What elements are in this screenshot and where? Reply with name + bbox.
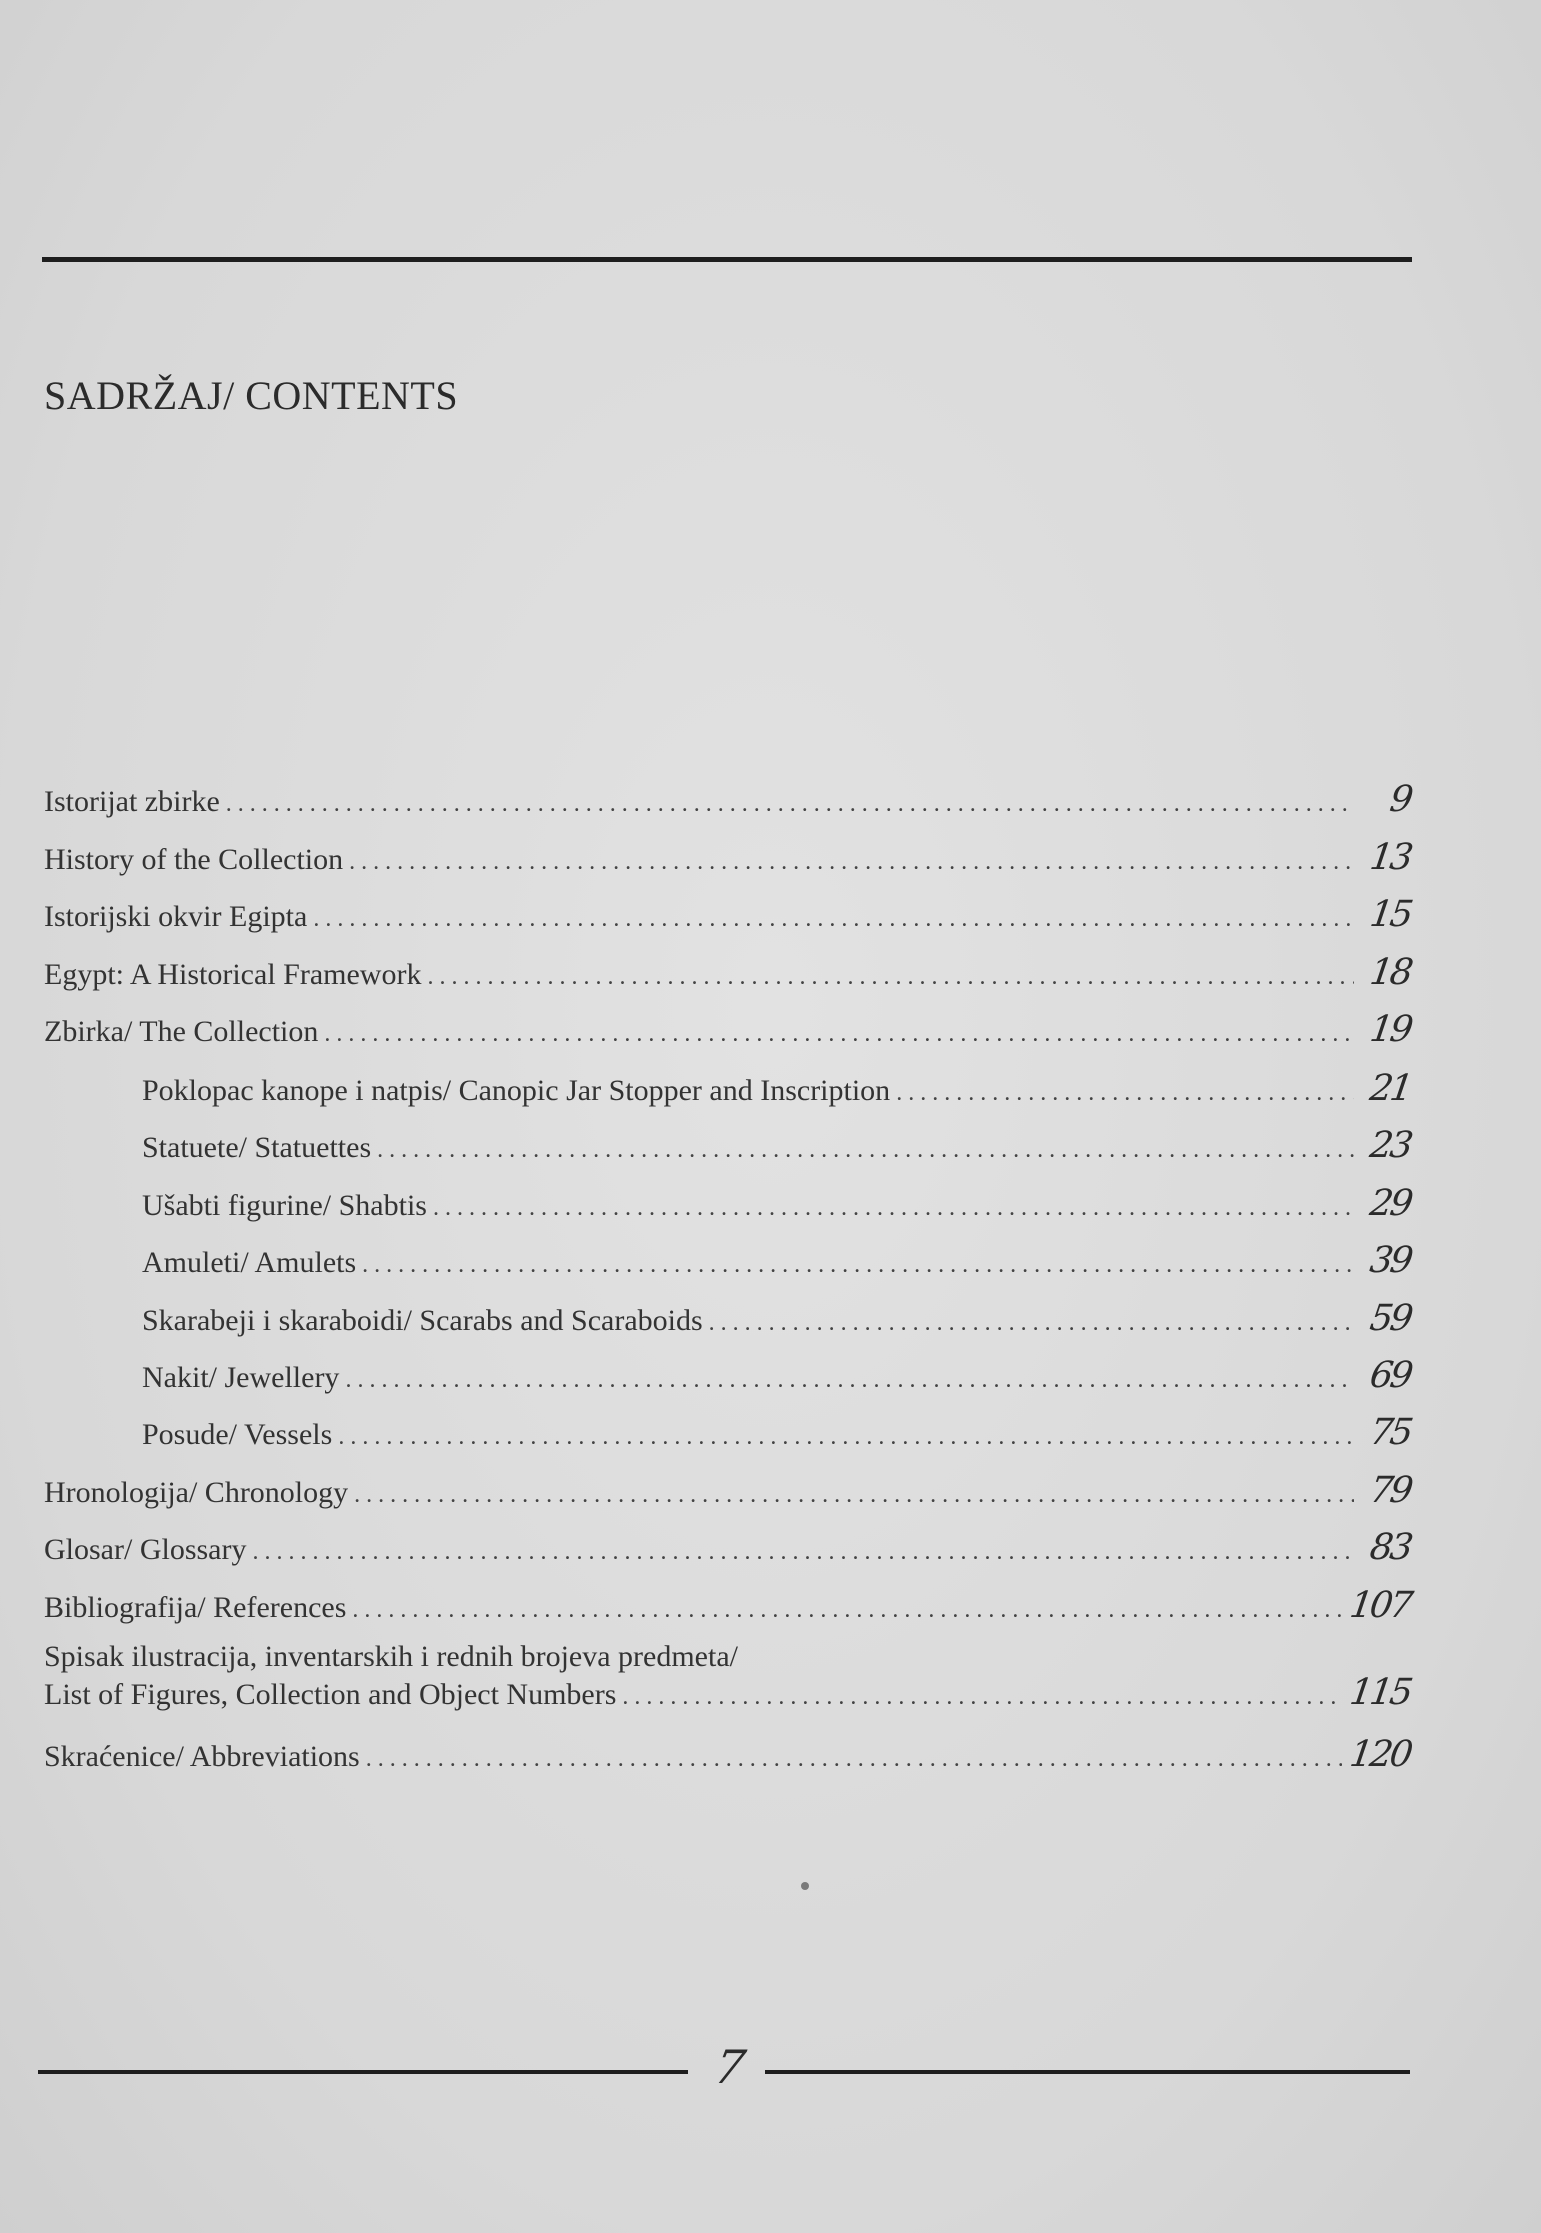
bottom-rule-left	[38, 2070, 688, 2074]
toc-entry-glossary[interactable]	[44, 1527, 1413, 1570]
toc-entry-title: Egypt: A Historical Framework	[44, 958, 422, 991]
dot-leader	[366, 1741, 1343, 1777]
page-title: SADRŽAJ/ CONTENTS	[44, 373, 459, 418]
toc-entry-historical-framework[interactable]	[44, 952, 1413, 995]
toc-entry-title: Skraćenice/ Abbreviations	[44, 1740, 360, 1773]
toc-page-number: 13	[1367, 837, 1413, 878]
toc-page-number: 29	[1367, 1183, 1413, 1224]
dot-leader	[252, 1534, 1354, 1570]
toc-entry-title: Skarabeji i skaraboidi/ Scarabs and Scaraboids	[142, 1304, 703, 1337]
toc-page-number: 9	[1387, 779, 1413, 820]
toc-page-number: 83	[1367, 1527, 1413, 1568]
toc-page-number: 79	[1367, 1470, 1413, 1511]
dot-leader	[345, 1362, 1354, 1398]
toc-entry-title: Statuete/ Statuettes	[142, 1131, 372, 1164]
toc-page-number: 21	[1367, 1068, 1413, 1109]
toc-entry-title: Poklopac kanope i natpis/ Canopic Jar Stopper and Inscription	[142, 1074, 891, 1107]
toc-entry-title: Istorijski okvir Egipta	[44, 900, 308, 933]
toc-entry-title: Bibliografija/ References	[44, 1591, 347, 1624]
dot-leader	[362, 1247, 1354, 1283]
dot-leader	[427, 959, 1354, 995]
bottom-rule-right	[765, 2070, 1410, 2074]
dot-leader	[324, 1016, 1354, 1052]
dot-leader	[338, 1419, 1354, 1455]
toc-page-number: 19	[1367, 1009, 1413, 1050]
dot-leader	[226, 786, 1354, 822]
toc-entry-scarabs[interactable]	[142, 1298, 1413, 1341]
toc-page-number: 15	[1367, 894, 1413, 935]
dot-leader	[709, 1305, 1354, 1341]
toc-page-number: 69	[1367, 1355, 1413, 1396]
toc-entry-title: Glosar/ Glossary	[44, 1533, 247, 1566]
toc-entry-title: Hronologija/ Chronology	[44, 1476, 349, 1509]
dot-leader	[354, 1477, 1354, 1513]
dot-leader	[622, 1679, 1342, 1715]
toc-entry-title-line1: Spisak ilustracija, inventarskih i rednih brojeva predmeta/	[44, 1640, 738, 1673]
page-folio-number: 7	[710, 2040, 750, 2094]
toc-entry-title: Ušabti figurine/ Shabtis	[142, 1189, 427, 1222]
toc-entry-chronology[interactable]	[44, 1470, 1413, 1513]
toc-entry-list-of-figures[interactable]	[44, 1639, 1413, 1715]
toc-entry-canopic-jar[interactable]	[142, 1068, 1413, 1111]
toc-entry-title: Amuleti/ Amulets	[142, 1246, 357, 1279]
toc-entry-title: History of the Collection	[44, 843, 344, 876]
toc-page-number: 115	[1347, 1672, 1413, 1713]
toc-entry-title: Posude/ Vessels	[142, 1418, 333, 1451]
toc-entry-history-of-collection[interactable]	[44, 837, 1413, 880]
toc-entry-title-line2: List of Figures, Collection and Object Numbers	[44, 1678, 617, 1711]
toc-entry-the-collection[interactable]	[44, 1009, 1413, 1052]
toc-entry-vessels[interactable]	[142, 1412, 1413, 1455]
toc-entry-abbreviations[interactable]	[44, 1734, 1413, 1777]
toc-entry-references[interactable]	[44, 1585, 1413, 1628]
dot-leader	[896, 1075, 1354, 1111]
dot-leader	[352, 1592, 1342, 1628]
dot-leader	[377, 1132, 1354, 1168]
toc-page-number: 23	[1367, 1125, 1413, 1166]
toc-page-number: 107	[1347, 1585, 1413, 1626]
toc-page-number: 59	[1367, 1298, 1413, 1339]
toc-page-number: 75	[1367, 1412, 1413, 1453]
toc-page-number: 18	[1367, 952, 1413, 993]
dot-leader	[313, 901, 1354, 937]
toc-entry-amulets[interactable]	[142, 1240, 1413, 1283]
toc-entry-shabtis[interactable]	[142, 1183, 1413, 1226]
toc-page-number: 120	[1347, 1734, 1413, 1775]
dot-leader	[433, 1190, 1354, 1226]
toc-entry-statuettes[interactable]	[142, 1125, 1413, 1168]
toc-entry-istorijat-zbirke[interactable]	[44, 779, 1413, 822]
paper-speck	[801, 1882, 809, 1890]
toc-page-number: 39	[1367, 1240, 1413, 1281]
toc-entry-title: Nakit/ Jewellery	[142, 1361, 340, 1394]
toc-entry-istorijski-okvir[interactable]	[44, 894, 1413, 937]
toc-entry-title: Zbirka/ The Collection	[44, 1015, 319, 1048]
dot-leader	[349, 844, 1354, 880]
toc-entry-jewellery[interactable]	[142, 1355, 1413, 1398]
toc-entry-title: Istorijat zbirke	[44, 785, 220, 818]
